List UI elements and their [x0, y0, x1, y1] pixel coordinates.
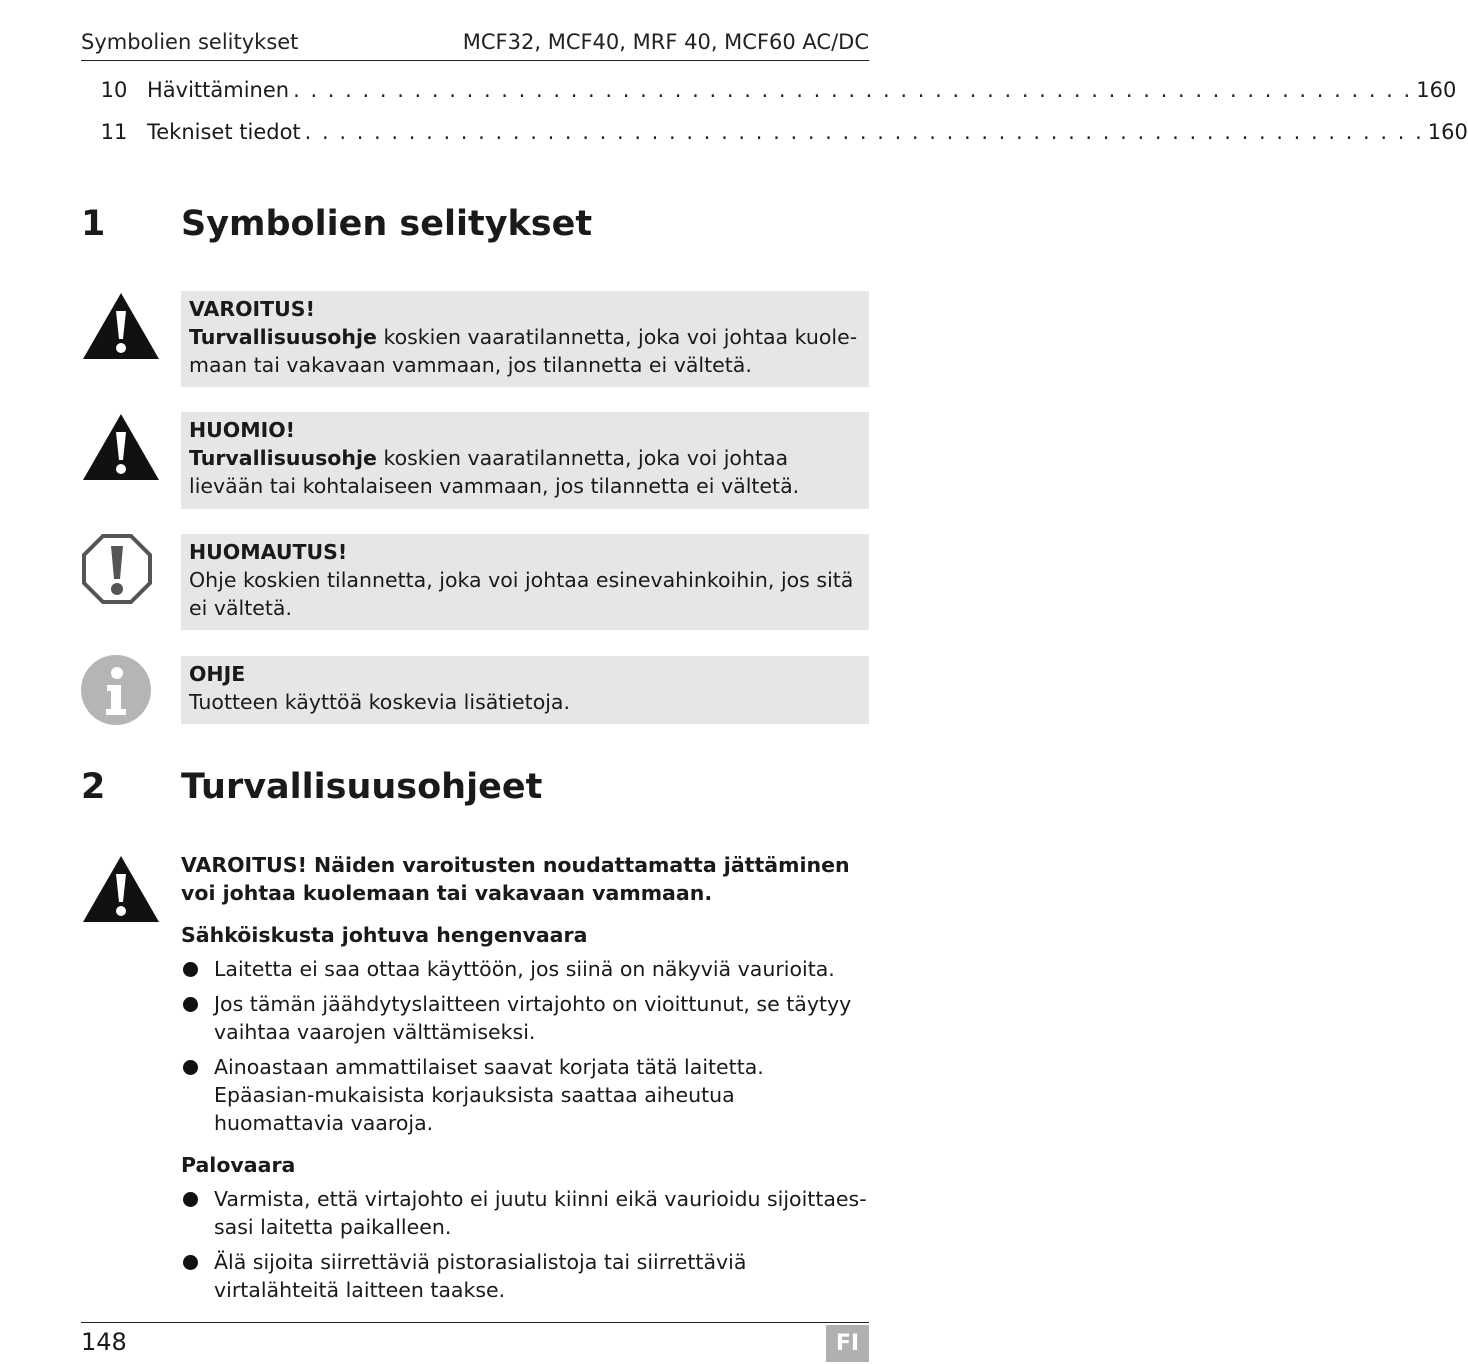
- subsection-heading: Palovaara: [181, 1153, 296, 1177]
- notice-box-notice: [181, 534, 869, 630]
- page-number: 148: [81, 1328, 127, 1356]
- toc-row: [81, 78, 1457, 108]
- notice-body: koskien vaaratilannetta, joka voi johtaa lievään tai kohtalaiseen vammaan, jos tilannetta ei vältetä.: [189, 446, 800, 498]
- running-header-section: Symbolien selitykset: [81, 30, 299, 54]
- toc-leader: . . . . . . . . . . . . . . . . . . . . . . . . . . . . . . . . . . . . . . . . . . . . . . . . . . . . . . . . . . . . . . . . .: [304, 120, 1424, 144]
- bullet-list: [181, 955, 869, 1137]
- list-item: Älä sijoita siirrettäviä pistorasialistoja tai siirrettäviä virtalähteitä laitteen taakse.: [181, 1248, 869, 1304]
- toc-page: 160: [1427, 120, 1468, 144]
- running-header-models: MCF32, MCF40, MRF 40, MCF60 AC/DC: [462, 30, 869, 54]
- toc-number: 10: [100, 78, 128, 102]
- toc-row: [81, 120, 1468, 150]
- warning-triangle-icon: [81, 291, 161, 361]
- bullet-list: [181, 1185, 869, 1304]
- notice-box-caution: [181, 412, 869, 509]
- section-title: Symbolien selitykset: [181, 204, 593, 244]
- notice-lead: Turvallisuusohje: [189, 325, 377, 349]
- toc-title: Tekniset tiedot: [147, 120, 301, 144]
- notice-body: Ohje koskien tilannetta, joka voi johtaa esinevahinkoihin, jos sitä ei vältetä.: [189, 568, 854, 620]
- notice-body: Tuotteen käyttöä koskevia lisätietoja.: [189, 690, 571, 714]
- warning-triangle-icon: [81, 412, 161, 482]
- notice-heading: OHJE: [189, 662, 246, 686]
- list-item: Varmista, että virtajohto ei juutu kiinni eikä vaurioidu sijoittaes-sasi laitetta paikalleen.: [181, 1185, 869, 1241]
- list-item: Ainoastaan ammattilaiset saavat korjata tätä laitetta. Epäasian-mukaisista korjauksista saattaa aiheutua huomattavia vaaroja.: [181, 1053, 869, 1137]
- language-badge: FI: [826, 1325, 869, 1362]
- subsection-heading: Sähköiskusta johtuva hengenvaara: [181, 923, 588, 947]
- notice-octagon-icon: [81, 533, 153, 605]
- list-item: Jos tämän jäähdytyslaitteen virtajohto on vioittunut, se täytyy vaihtaa vaarojen välttämiseksi.: [181, 990, 869, 1046]
- notice-box-info: [181, 656, 869, 724]
- footer-divider: [81, 1322, 869, 1323]
- notice-text: [189, 323, 861, 379]
- notice-heading: HUOMAUTUS!: [189, 540, 348, 564]
- notice-heading: HUOMIO!: [189, 418, 296, 442]
- toc-leader: . . . . . . . . . . . . . . . . . . . . . . . . . . . . . . . . . . . . . . . . . . . . . . . . . . . . . . . . . . . . . . . . .: [293, 78, 1413, 102]
- notice-body: koskien vaaratilannetta, joka voi johtaa kuole-maan tai vakavaan vammaan, jos tilannetta ei vältetä.: [189, 325, 858, 377]
- toc-number: 11: [100, 120, 128, 144]
- section-number: 2: [81, 767, 106, 807]
- section-title: Turvallisuusohjeet: [181, 767, 543, 807]
- safety-warning: VAROITUS! Näiden varoitusten noudattamatta jättäminen voi johtaa kuolemaan tai vakavaan vammaan.: [181, 853, 850, 905]
- toc-title: Hävittäminen: [147, 78, 290, 102]
- notice-text: [189, 444, 861, 500]
- notice-lead: Turvallisuusohje: [189, 446, 377, 470]
- notice-box-warning: [181, 291, 869, 387]
- warning-triangle-icon: [81, 854, 161, 924]
- section-number: 1: [81, 204, 106, 244]
- toc-page: 160: [1416, 78, 1457, 102]
- safety-instructions: [181, 851, 869, 1311]
- notice-heading: VAROITUS!: [189, 297, 315, 321]
- header-divider: [81, 60, 869, 61]
- info-icon: [81, 655, 151, 725]
- list-item: Laitetta ei saa ottaa käyttöön, jos siinä on näkyviä vaurioita.: [181, 955, 869, 983]
